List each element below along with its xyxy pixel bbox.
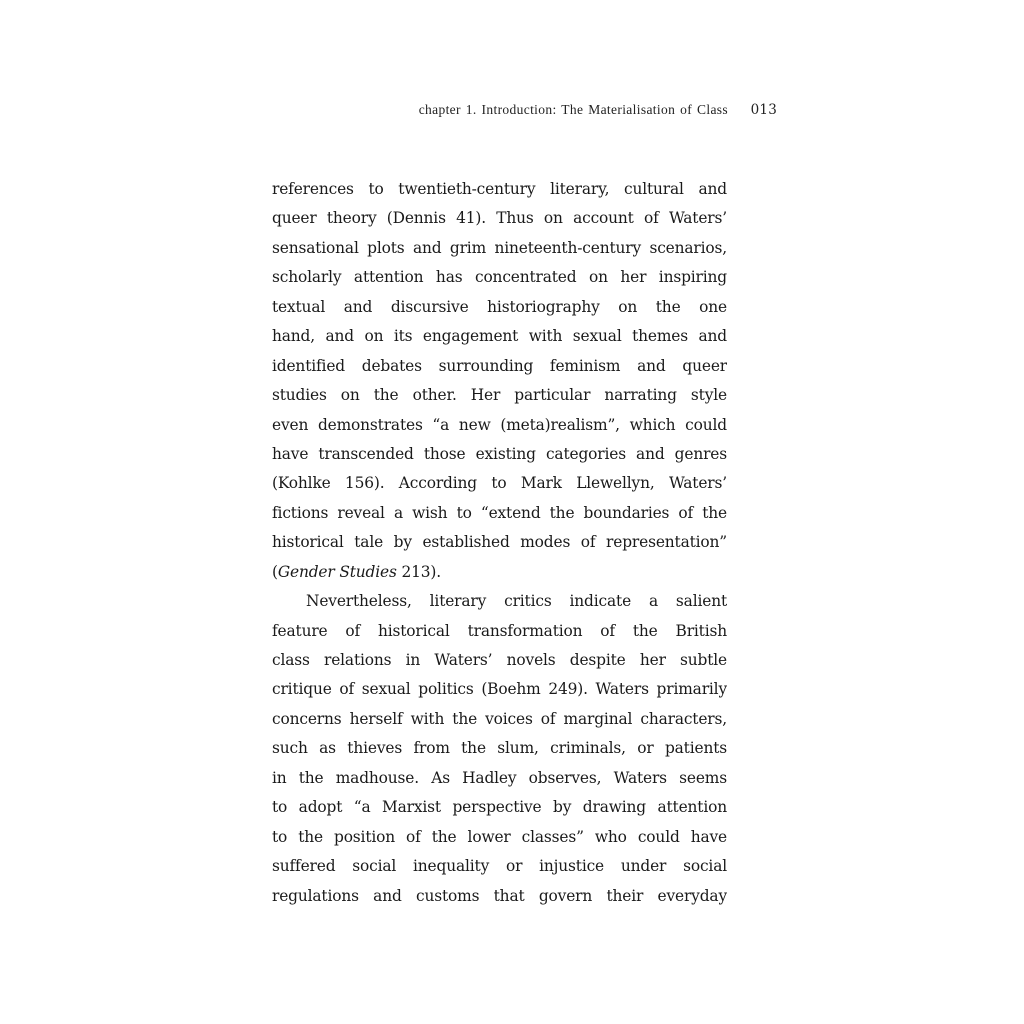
text-line: in the madhouse. As Hadley observes, Waters seems [272,768,727,787]
text-line: concerns herself with the voices of marginal characters, [272,709,727,728]
text-line: regulations and customs that govern their everyday [272,886,727,905]
text-line: to adopt “a Marxist perspective by drawing attention [272,798,727,817]
text-line: fictions reveal a wish to “extend the boundaries of the [272,503,727,522]
text-line: even demonstrates “a new (meta)realism”, which could [272,415,727,434]
running-header [300,102,778,122]
text-line: textual and discursive historiography on the one [272,297,727,316]
text-line: identified debates surrounding feminism and queer [272,356,727,375]
citation-title: Gender Studies [277,562,397,581]
paragraph-2 [272,587,727,911]
text-line-citation [272,558,727,587]
text-line: such as thieves from the slum, criminals, or patients [272,739,727,758]
citation-close: 213). [396,562,441,581]
text-line: sensational plots and grim nineteenth-century scenarios, [272,238,727,257]
text-line: hand, and on its engagement with sexual themes and [272,327,727,346]
text-line: feature of historical transformation of the British [272,621,727,640]
text-line: references to twentieth-century literary, cultural and [272,180,727,198]
text-line: class relations in Waters’ novels despite her subtle [272,651,727,669]
text-line: Nevertheless, literary critics indicate a salient [306,592,727,611]
text-line: have transcended those existing categories and genres [272,444,727,463]
paragraph-1 [272,175,727,587]
text-line: (Kohlke 156). According to Mark Llewellyn, Waters’ [272,474,727,493]
chapter-title: chapter 1. Introduction: The Materialisation of Class [418,102,728,117]
text-line: historical tale by established modes of representation” [272,533,727,552]
citation-open: ( [272,562,278,581]
body-text [272,175,727,911]
text-line: suffered social inequality or injustice under social [272,857,727,876]
text-line: queer theory (Dennis 41). Thus on account of Waters’ [272,209,727,228]
text-line: scholarly attention has concentrated on her inspiring [272,268,727,287]
text-line: studies on the other. Her particular narrating style [272,386,727,405]
text-line: to the position of the lower classes” who could have [272,827,727,846]
text-line: critique of sexual politics (Boehm 249). Waters primarily [272,680,727,699]
page-number: 013 [750,102,777,118]
